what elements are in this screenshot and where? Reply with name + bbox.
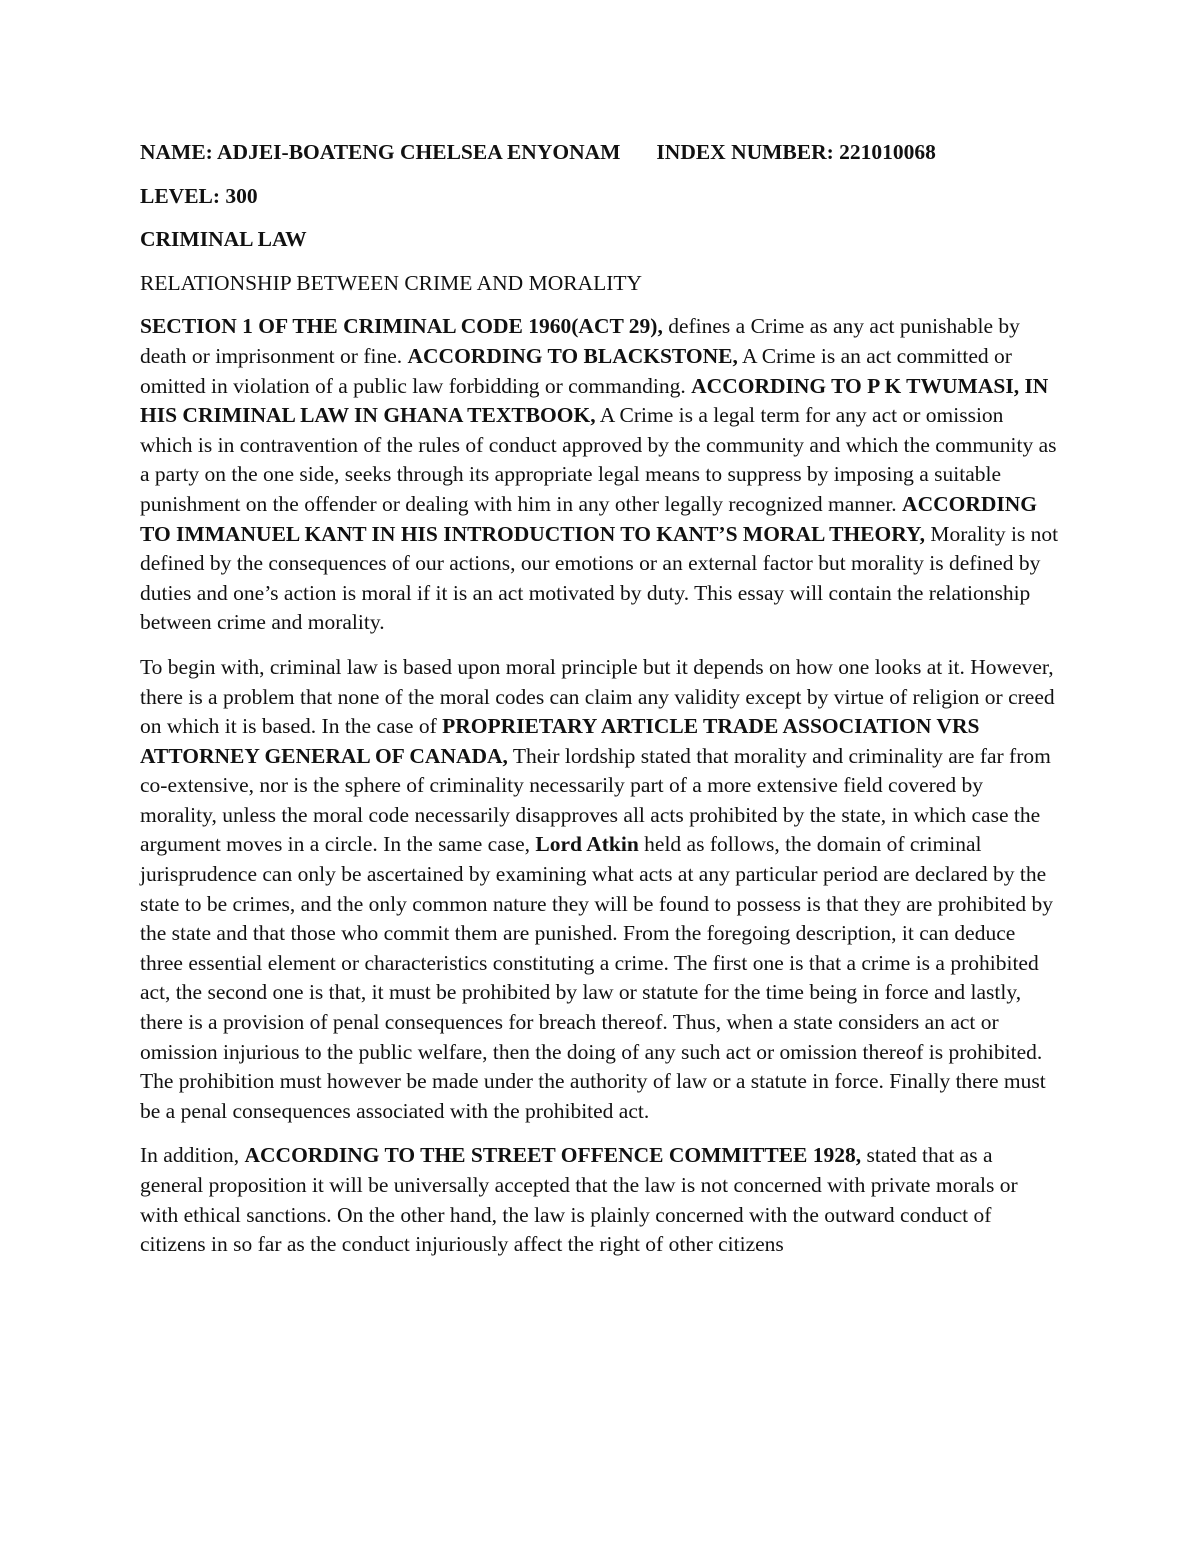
body-text: defines a Crime as any act punishable by death or imprisonment or fine.	[140, 314, 1020, 368]
student-name: NAME: ADJEI-BOATENG CHELSEA ENYONAM	[140, 140, 621, 164]
document-content	[140, 138, 1060, 1275]
bold-citation: ACCORDING TO BLACKSTONE,	[407, 343, 738, 368]
body-text: A Crime is an act committed or omitted in violation of a public law forbidding or commanding.	[140, 343, 1012, 398]
body-text: In addition,	[140, 1143, 245, 1168]
index-number: INDEX NUMBER: 221010068	[656, 140, 936, 164]
body-text: To begin with, criminal law is based upon moral principle but it depends on how one looks at it. However, there is a problem that none of the moral codes can claim any validity except by virtue of religion or creed on which it is based. In the case of	[140, 654, 1055, 739]
bold-citation: PROPRIETARY ARTICLE TRADE ASSOCIATION VRS ATTORNEY GENERAL OF CANADA,	[140, 714, 980, 768]
essay-topic: RELATIONSHIP BETWEEN CRIME AND MORALITY	[140, 270, 643, 295]
paragraph-2	[140, 653, 1060, 1127]
bold-citation: ACCORDING TO P K TWUMASI, IN HIS CRIMINAL LAW IN GHANA TEXTBOOK,	[140, 373, 1049, 428]
level-line	[140, 182, 1060, 212]
body-text: Morality is not defined by the consequences of our actions, our emotions or an external factor but morality is defined by duties and one’s action is moral if it is an act motivated by duty. This essay will contain the relationship between crime and morality.	[140, 521, 1059, 635]
body-text: held as follows, the domain of criminal jurisprudence can only be ascertained by examining what acts at any particular period are declared by the state to be crimes, and the only common nature they will be found to possess is that they are prohibited by the state and that those who commit them are punished. From the foregoing description, it can deduce three essential element or characteristics constituting a crime. The first one is that a crime is a prohibited act, the second one is that, it must be prohibited by law or statute for the time being in force and lastly, there is a provision of penal consequences for breach thereof. Thus, when a state considers an act or omission injurious to the public welfare, then the doing of any such act or omission thereof is prohibited. The prohibition must however be made under the authority of law or a statute in force. Finally there must be a penal consequences associated with the prohibited act.	[140, 832, 1053, 1123]
bold-citation: ACCORDING TO THE STREET OFFENCE COMMITTEE 1928,	[244, 1143, 862, 1168]
course-title: CRIMINAL LAW	[140, 227, 307, 252]
paragraph-1	[140, 312, 1060, 638]
bold-citation: SECTION 1 OF THE CRIMINAL CODE 1960(ACT 29),	[140, 314, 663, 339]
bold-citation: Lord Atkin	[535, 832, 639, 857]
bold-citation: ACCORDING TO IMMANUEL KANT IN HIS INTRODUCTION TO KANT’S MORAL THEORY,	[140, 491, 1038, 546]
body-text: Their lordship stated that morality and criminality are far from co-extensive, nor is the sphere of criminality necessarily part of a more extensive field covered by morality, unless the moral code necessarily disapproves all acts prohibited by the state, in which case the argument moves in a circle. In the same case,	[140, 743, 1051, 857]
body-text: stated that as a general proposition it will be universally accepted that the law is not concerned with private morals or with ethical sanctions. On the other hand, the law is plainly concerned with the outward conduct of citizens in so far as the conduct injuriously affect the right of other citizens	[140, 1143, 1018, 1257]
paragraph-3	[140, 1141, 1060, 1259]
body-text: A Crime is a legal term for any act or omission which is in contravention of the rules of conduct approved by the community and which the community as a party on the one side, seeks through its appropriate legal means to suppress by imposing a suitable punishment on the offender or dealing with him in any other legally recognized manner.	[140, 403, 1057, 516]
student-level: LEVEL: 300	[140, 183, 258, 208]
student-info-line	[140, 138, 1060, 168]
